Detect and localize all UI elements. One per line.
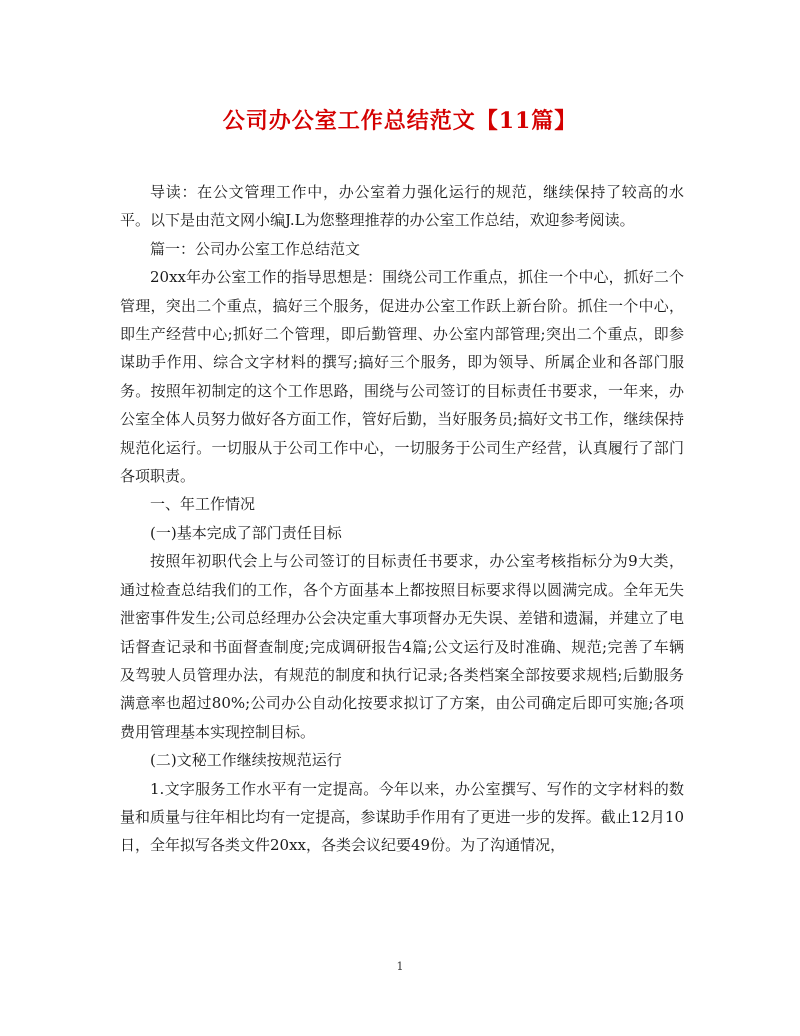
writing-service-paragraph: 1.文字服务工作水平有一定提高。今年以来，办公室撰写、写作的文字材料的数量和质量与往年相比均有一定提高，参谋助手作用有了更进一步的发挥。截止12月10日，全年拟写各类文件20xx，各类会议纪要49份。为了沟通情况， (120, 779, 684, 855)
targets-paragraph: 按照年初职代会上与公司签订的目标责任书要求，办公室考核指标分为9大类，通过检查总结我们的工作，各个方面基本上都按照目标要求得以圆满完成。全年无失泄密事件发生;公司总经理办公会决定重大事项督办无失误、差错和遗漏，并建立了电话督查记录和书面督查制度;完成调研报告4篇;公文运行及时准确、规范;完善了车辆及驾驶人员管理办法，有规范的制度和执行记录;各类档案全部按要求规档;后勤服务满意率也超过80%;公司办公自动化按要求拟订了方案，由公司确定后即可实施;各项费用管理基本实现控制目标。 (120, 552, 684, 741)
page-number: 1 (396, 960, 404, 973)
subsection-heading-secretarial: (二)文秘工作继续按规范运行 (150, 751, 342, 770)
section-heading-part-one: 篇一：公司办公室工作总结范文 (150, 239, 361, 258)
document-title: 公司办公室工作总结范文【11篇】 (222, 108, 578, 134)
document-body (120, 178, 684, 860)
intro-paragraph: 导读：在公文管理工作中，办公室着力强化运行的规范，继续保持了较高的水平。以下是由范文网小编J.L为您整理推荐的办公室工作总结，欢迎参考阅读。 (120, 183, 684, 230)
section-heading-work-status: 一、年工作情况 (150, 495, 256, 514)
subsection-heading-targets: (一)基本完成了部门责任目标 (150, 523, 342, 542)
guiding-thought-paragraph: 20xx年办公室工作的指导思想是：围绕公司工作重点，抓住一个中心，抓好二个管理，突出二个重点，搞好三个服务，促进办公室工作跃上新台阶。抓住一个中心，即生产经营中心;抓好二个管理，即后勤管理、办公室内部管理;突出二个重点，即参谋助手作用、综合文字材料的撰写;搞好三个服务，即为领导、所属企业和各部门服务。按照年初制定的这个工作思路，围绕与公司签订的目标责任书要求，一年来，办公室全体人员努力做好各方面工作，管好后勤，当好服务员;搞好文书工作，继续保持规范化运行。一切服从于公司工作中心，一切服务于公司生产经营，认真履行了部门各项职责。 (120, 268, 684, 486)
